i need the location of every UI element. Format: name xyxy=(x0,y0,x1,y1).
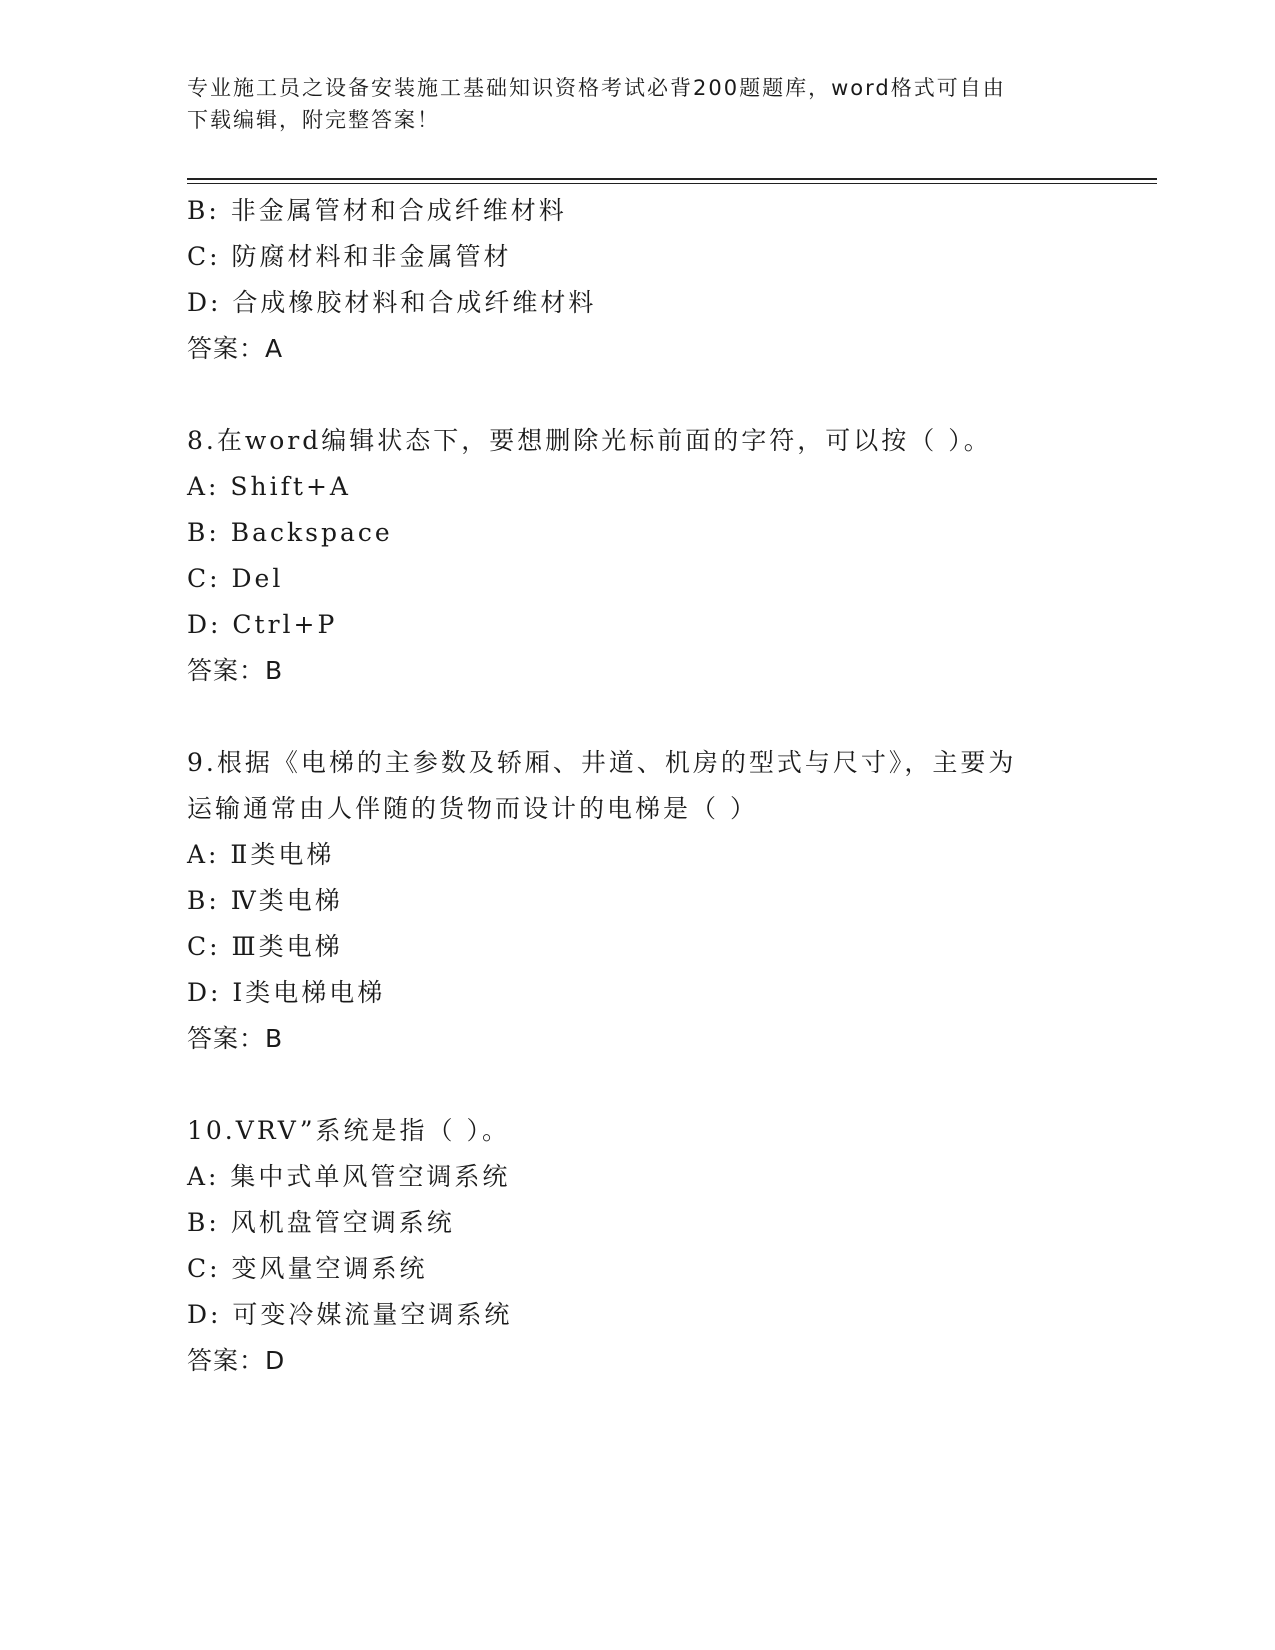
option-d: D: Ctrl+P xyxy=(187,610,338,639)
option-b: B: 风机盘管空调系统 xyxy=(187,1208,455,1237)
header-title-line-1: 专业施工员之设备安装施工基础知识资格考试必背200题题库，word格式可自由 xyxy=(187,76,1006,100)
answer-label: 答案：B xyxy=(187,1024,284,1053)
option-a: A: 集中式单风管空调系统 xyxy=(187,1162,511,1191)
option-d: D: 可变冷媒流量空调系统 xyxy=(187,1300,513,1329)
question-stem: 8.在word编辑状态下，要想删除光标前面的字符，可以按（ ）。 xyxy=(187,426,992,455)
question-8 xyxy=(187,418,1157,694)
header-divider-thin xyxy=(187,183,1157,184)
option-d: D: Ⅰ类电梯电梯 xyxy=(187,978,386,1007)
option-c: C: Del xyxy=(187,564,284,593)
question-stem-line-1: 9.根据《电梯的主参数及轿厢、井道、机房的型式与尺寸》，主要为 xyxy=(187,748,1017,777)
answer-label: 答案：B xyxy=(187,656,284,685)
question-7-tail xyxy=(187,188,1157,372)
document-header xyxy=(187,72,1067,136)
question-stem-line-2: 运输通常由人伴随的货物而设计的电梯是（ ） xyxy=(187,794,758,823)
answer-label: 答案：D xyxy=(187,1346,286,1375)
question-10 xyxy=(187,1108,1157,1384)
spacer xyxy=(187,694,1157,740)
header-title-line-2: 下载编辑，附完整答案！ xyxy=(187,108,440,132)
question-9 xyxy=(187,740,1157,1062)
option-c: C: 变风量空调系统 xyxy=(187,1254,428,1283)
question-list xyxy=(187,188,1157,1384)
header-divider-thick xyxy=(187,178,1157,180)
option-d: D: 合成橡胶材料和合成纤维材料 xyxy=(187,288,597,317)
option-c: C: 防腐材料和非金属管材 xyxy=(187,242,512,271)
option-b: B: Ⅳ类电梯 xyxy=(187,886,343,915)
option-b: B: 非金属管材和合成纤维材料 xyxy=(187,196,567,225)
option-a: A: Ⅱ类电梯 xyxy=(187,840,335,869)
question-stem: 10.VRV”系统是指（ ）。 xyxy=(187,1116,510,1145)
answer-label: 答案：A xyxy=(187,334,284,363)
spacer xyxy=(187,1062,1157,1108)
spacer xyxy=(187,372,1157,418)
option-b: B: Backspace xyxy=(187,518,393,547)
option-c: C: Ⅲ类电梯 xyxy=(187,932,343,961)
option-a: A: Shift+A xyxy=(187,472,351,501)
